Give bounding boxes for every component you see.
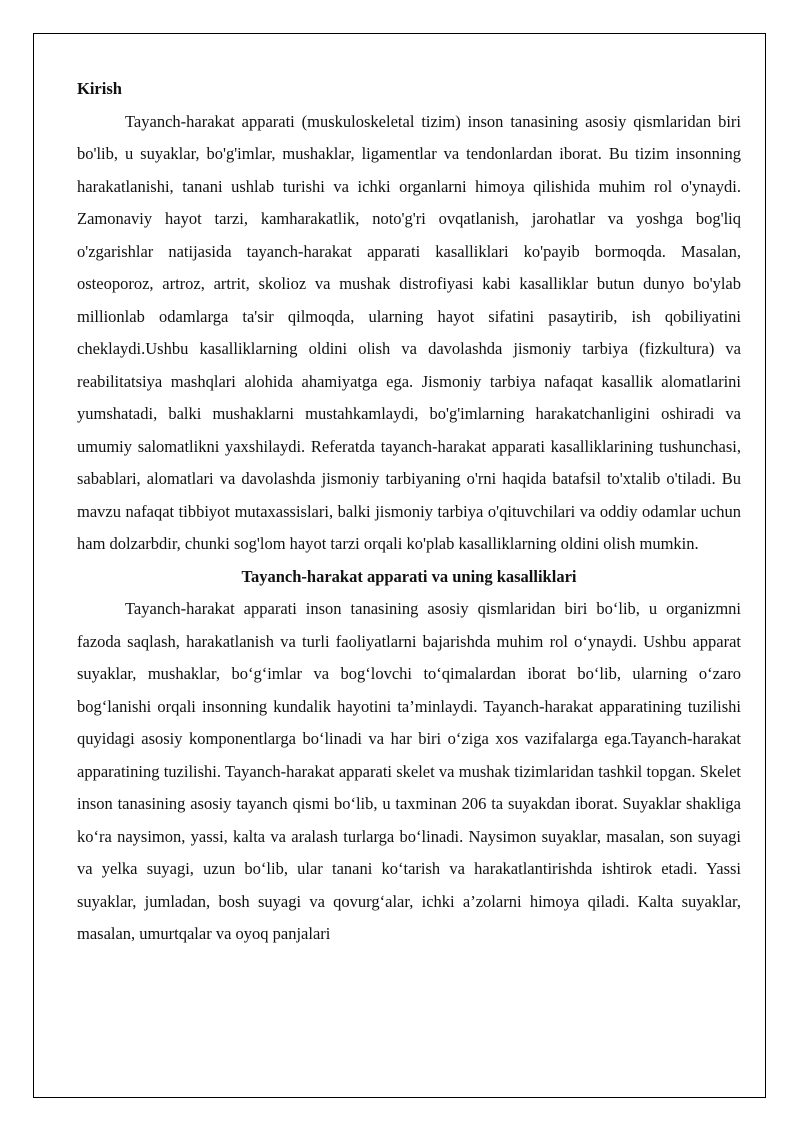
paragraph-intro: Tayanch-harakat apparati (muskuloskeletal tizim) inson tanasining asosiy qismlaridan biri bo'lib, u suyaklar, bo'g'imlar, mushaklar, ligamentlar va tendonlardan iborat. Bu tizim insonning harakatlanishi, tanani ushlab turishi va ichki organlarni himoya qilishida muhim rol o'ynaydi. Zamonaviy hayot tarzi, kamharakatlik, noto'g'ri ovqatlanish, jarohatlar va yoshga bog'liq o'zgarishlar natijasida tayanch-harakat apparati kasalliklari ko'payib bormoqda. Masalan, osteoporoz, artroz, artrit, skolioz va mushak distrofiyasi kabi kasalliklar butun dunyo bo'ylab millionlab odamlarga ta'sir qilmoqda, ularning hayot sifatini pasaytirib, ish qobiliyatini cheklaydi.Ushbu kasalliklarning oldini olish va davolashda jismoniy tarbiya (fizkultura) va reabilitatsiya mashqlari alohida ahamiyatga ega. Jismoniy tarbiya nafaqat kasallik alomatlarini yumshatadi, balki mushaklarni mustahkamlaydi, bo'g'imlarning harakatchanligini oshiradi va umumiy salomatlikni yaxshilaydi. Referatda tayanch-harakat apparati kasalliklarining tushunchasi, sabablari, alomatlari va davolashda jismoniy tarbiyaning o'rni haqida batafsil to'xtalib o'tiladi. Bu mavzu nafaqat tibbiyot mutaxassislari, balki jismoniy tarbiya o'qituvchilari va oddiy odamlar uchun ham dolzarbdir, chunki sog'lom hayot tarzi orqali ko'plab kasalliklarning oldini olish mumkin. (77, 111, 741, 553)
paragraph-section: Tayanch-harakat apparati inson tanasining asosiy qismlaridan biri bo‘lib, u organizmni fazoda saqlash, harakatlanish va turli faoliyatlarni bajarishda muhim rol o‘ynaydi. Ushbu apparat suyaklar, mushaklar, bo‘g‘imlar va bog‘lovchi to‘qimalardan iborat bo‘lib, ularning o‘zaro bog‘lanishi orqali insonning kundalik hayotini ta’minlaydi. Tayanch-harakat apparatining tuzilishi quyidagi asosiy komponentlarga bo‘linadi va har biri o‘ziga xos vazifalarga ega.Tayanch-harakat apparatining tuzilishi. Tayanch-harakat apparati skelet va mushak tizimlaridan tashkil topgan. Skelet inson tanasining asosiy tayanch qismi bo‘lib, u taxminan 206 ta suyakdan iborat. Suyaklar shakliga ko‘ra naysimon, yassi, kalta va aralash turlarga bo‘linadi. Naysimon suyaklar, masalan, son suyagi va yelka suyagi, uzun bo‘lib, ular tanani ko‘tarish va harakatlantirishda ishtirok etadi. Yassi suyaklar, jumladan, bosh suyagi va qovurg‘alar, ichki a’zolarni himoya qiladi. Kalta suyaklar, masalan, umurtqalar va oyoq panjalari (77, 599, 741, 943)
heading-section: Tayanch-harakat apparati va uning kasalliklari (241, 566, 577, 586)
heading-intro: Kirish (77, 79, 122, 98)
document-body (77, 73, 741, 951)
